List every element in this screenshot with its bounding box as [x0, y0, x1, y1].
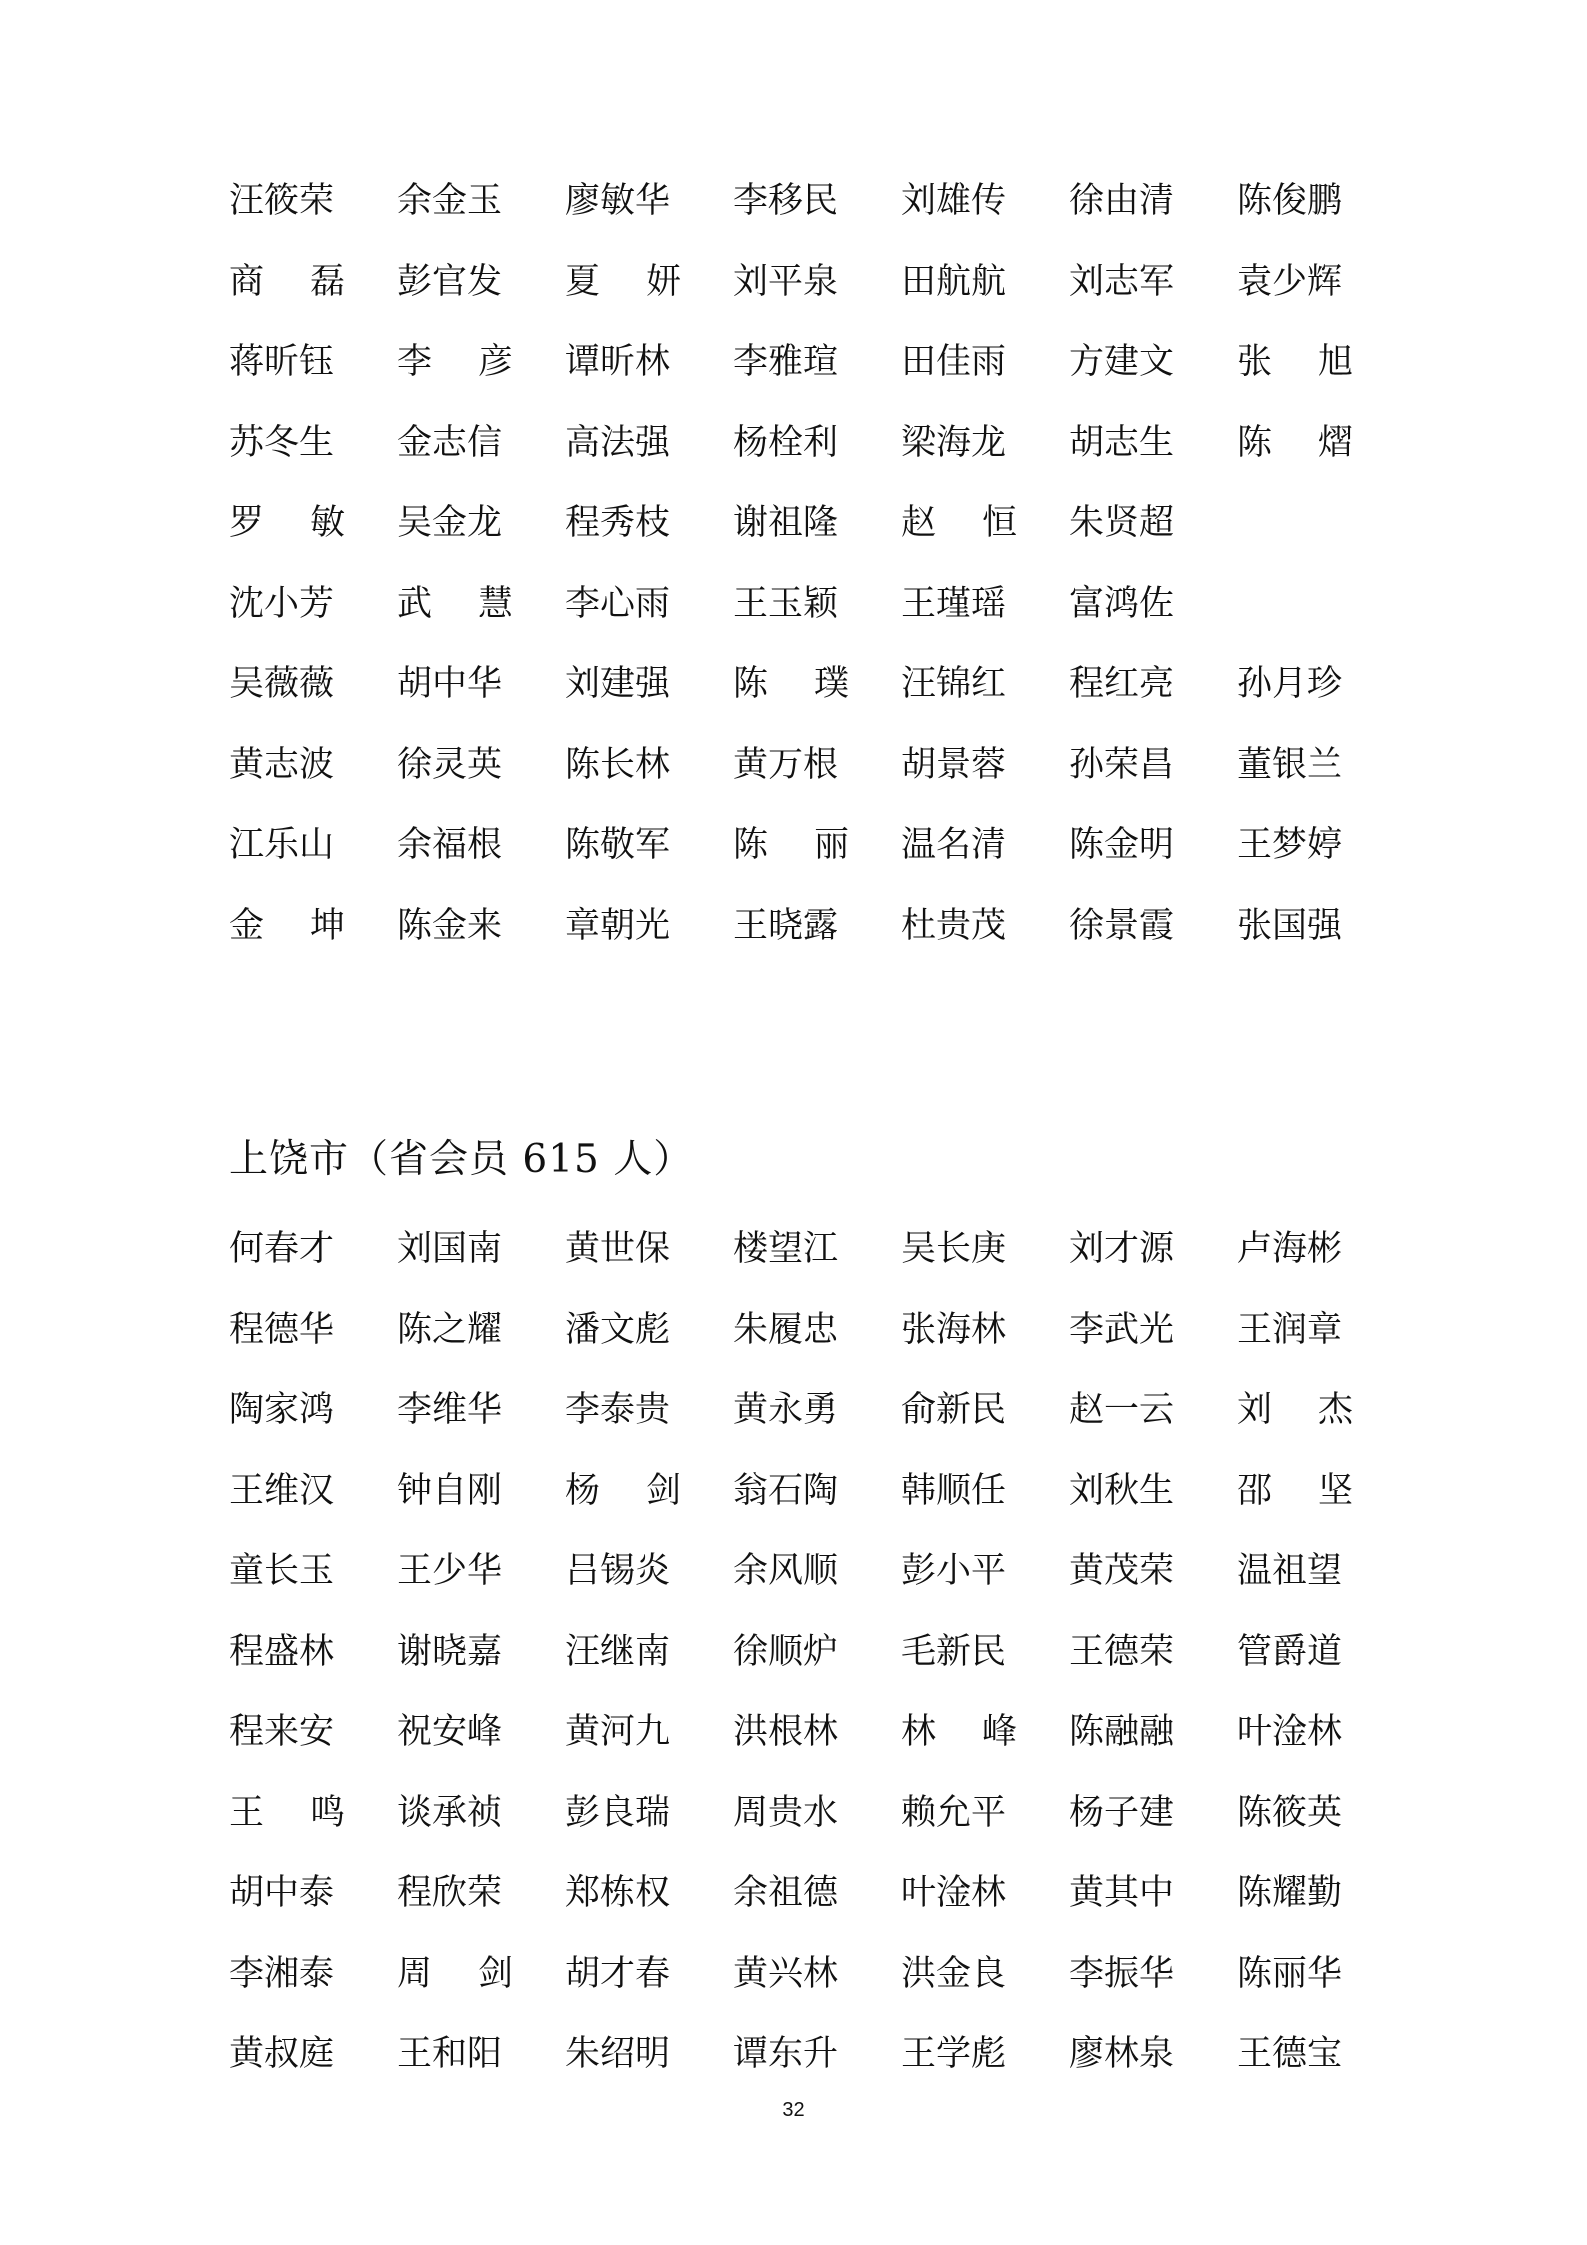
member-name: 黄茂荣	[1069, 1551, 1175, 1591]
member-name: 杨子建	[1069, 1792, 1175, 1833]
name-row	[229, 574, 1359, 655]
member-name: 陈 丽	[733, 825, 849, 865]
member-name: 张 旭	[1237, 342, 1353, 382]
member-name: 刘 杰	[1237, 1390, 1353, 1430]
member-name: 谈承祯	[397, 1792, 503, 1833]
member-name: 邵 坚	[1237, 1470, 1353, 1511]
member-name: 陈敬军	[565, 825, 671, 865]
member-name: 张国强	[1237, 905, 1343, 946]
member-name: 管爵道	[1237, 1631, 1343, 1672]
member-name: 富鸿佐	[1069, 583, 1175, 624]
member-name: 卢海彬	[1237, 1229, 1343, 1269]
member-name: 余金玉	[397, 181, 503, 221]
name-row	[229, 896, 1359, 977]
member-name: 程秀枝	[565, 503, 671, 543]
member-name: 叶淦林	[1237, 1712, 1343, 1752]
member-name: 徐景霞	[1069, 905, 1175, 946]
member-name: 刘志军	[1069, 261, 1175, 302]
member-name: 李 彦	[397, 342, 513, 382]
member-name: 洪根林	[733, 1712, 839, 1752]
member-name: 李心雨	[565, 583, 671, 624]
member-name: 王 鸣	[229, 1792, 345, 1833]
member-name: 毛新民	[901, 1631, 1007, 1672]
member-name: 吕锡炎	[565, 1551, 671, 1591]
member-name: 刘才源	[1069, 1229, 1175, 1269]
member-name: 刘平泉	[733, 261, 839, 302]
name-row	[229, 171, 1359, 252]
member-name: 沈小芳	[229, 583, 335, 624]
name-row	[229, 735, 1359, 816]
member-name: 王德荣	[1069, 1631, 1175, 1672]
member-name: 程来安	[229, 1712, 335, 1752]
page-number: 32	[782, 2099, 805, 2121]
member-name: 陈融融	[1069, 1712, 1175, 1752]
name-row	[229, 1300, 1359, 1381]
member-name: 蒋昕钰	[229, 342, 335, 382]
member-name: 潘文彪	[565, 1309, 671, 1350]
member-name: 江乐山	[229, 825, 335, 865]
member-name: 王润章	[1237, 1309, 1343, 1350]
member-name: 陈之耀	[397, 1309, 503, 1350]
member-name: 徐灵英	[397, 744, 503, 785]
member-name: 余祖德	[733, 1873, 839, 1913]
member-name: 周贵水	[733, 1792, 839, 1833]
name-row	[229, 815, 1359, 896]
member-name: 朱绍明	[565, 2034, 671, 2074]
member-name: 洪金良	[901, 1953, 1007, 1994]
member-name: 孙荣昌	[1069, 744, 1175, 785]
member-name: 梁海龙	[901, 422, 1007, 463]
member-name: 商 磊	[229, 261, 345, 302]
member-name: 朱履忠	[733, 1309, 839, 1350]
member-name: 王维汉	[229, 1470, 335, 1511]
member-name: 陈俊鹏	[1237, 181, 1343, 221]
member-name: 胡中华	[397, 664, 503, 704]
member-name: 韩顺任	[901, 1470, 1007, 1511]
member-name: 温名清	[901, 825, 1007, 865]
member-name: 陶家鸿	[229, 1390, 335, 1430]
member-name: 祝安峰	[397, 1712, 503, 1752]
member-name: 汪筱荣	[229, 181, 335, 221]
name-row	[229, 1702, 1359, 1783]
name-row	[229, 2024, 1359, 2105]
member-name: 赵一云	[1069, 1390, 1175, 1430]
name-row	[229, 1380, 1359, 1461]
member-name: 黄叔庭	[229, 2034, 335, 2074]
member-name: 余风顺	[733, 1551, 839, 1591]
member-name: 黄万根	[733, 744, 839, 785]
member-name: 李振华	[1069, 1953, 1175, 1994]
member-name: 黄志波	[229, 744, 335, 785]
member-name: 高法强	[565, 422, 671, 463]
name-row	[229, 1622, 1359, 1703]
member-name: 胡志生	[1069, 422, 1175, 463]
member-name: 李维华	[397, 1390, 503, 1430]
member-name: 王梦婷	[1237, 825, 1343, 865]
member-name: 黄世保	[565, 1229, 671, 1269]
name-row	[229, 1541, 1359, 1622]
member-name: 陈长林	[565, 744, 671, 785]
member-name: 王德宝	[1237, 2034, 1343, 2074]
member-name: 吴薇薇	[229, 664, 335, 704]
member-name: 李泰贵	[565, 1390, 671, 1430]
name-row	[229, 252, 1359, 333]
member-name: 钟自刚	[397, 1470, 503, 1511]
member-name: 陈金明	[1069, 825, 1175, 865]
member-name: 陈 熠	[1237, 422, 1353, 463]
member-name: 廖林泉	[1069, 2034, 1175, 2074]
member-name: 胡中泰	[229, 1873, 335, 1913]
member-list-block-1	[229, 171, 1359, 976]
member-name: 廖敏华	[565, 181, 671, 221]
name-row	[229, 1783, 1359, 1864]
member-name: 杨栓利	[733, 422, 839, 463]
member-name: 罗 敏	[229, 503, 345, 543]
member-list-block-2	[229, 1219, 1359, 2105]
member-name: 俞新民	[901, 1390, 1007, 1430]
member-name: 刘秋生	[1069, 1470, 1175, 1511]
member-name: 金 坤	[229, 905, 345, 946]
member-name: 李移民	[733, 181, 839, 221]
member-name: 郑栋权	[565, 1873, 671, 1913]
member-name: 陈金来	[397, 905, 503, 946]
member-name: 温祖望	[1237, 1551, 1343, 1591]
member-name: 谭昕林	[565, 342, 671, 382]
member-name: 王瑾瑶	[901, 583, 1007, 624]
member-name: 叶淦林	[901, 1873, 1007, 1913]
member-name: 童长玉	[229, 1551, 335, 1591]
member-name: 黄兴林	[733, 1953, 839, 1994]
member-name: 杨 剑	[565, 1470, 681, 1511]
member-name: 楼望江	[733, 1229, 839, 1269]
name-row	[229, 413, 1359, 494]
member-name: 陈丽华	[1237, 1953, 1343, 1994]
name-row	[229, 1461, 1359, 1542]
member-name: 谢晓嘉	[397, 1631, 503, 1672]
member-name: 张海林	[901, 1309, 1007, 1350]
member-name: 田航航	[901, 261, 1007, 302]
member-name: 谢祖隆	[733, 503, 839, 543]
name-row	[229, 1863, 1359, 1944]
member-name: 孙月珍	[1237, 664, 1343, 704]
name-row	[229, 1219, 1359, 1300]
member-name: 黄其中	[1069, 1873, 1175, 1913]
name-row	[229, 332, 1359, 413]
member-name: 黄河九	[565, 1712, 671, 1752]
member-name: 赵 恒	[901, 503, 1017, 543]
member-name: 徐由清	[1069, 181, 1175, 221]
member-name: 彭小平	[901, 1551, 1007, 1591]
member-name: 方建文	[1069, 342, 1175, 382]
member-name: 程欣荣	[397, 1873, 503, 1913]
member-name: 夏 妍	[565, 261, 681, 302]
section-heading-shangrao: 上饶市（省会员 615 人）	[229, 1137, 694, 1182]
member-name: 彭官发	[397, 261, 503, 302]
member-name: 赖允平	[901, 1792, 1007, 1833]
member-name: 彭良瑞	[565, 1792, 671, 1833]
name-row	[229, 493, 1359, 574]
member-name: 陈 璞	[733, 664, 849, 704]
member-name: 汪锦红	[901, 664, 1007, 704]
member-name: 程红亮	[1069, 664, 1175, 704]
member-name: 王晓露	[733, 905, 839, 946]
member-name: 陈耀勤	[1237, 1873, 1343, 1913]
member-name: 吴金龙	[397, 503, 503, 543]
member-name: 黄永勇	[733, 1390, 839, 1430]
member-name: 李雅瑄	[733, 342, 839, 382]
member-name: 刘国南	[397, 1229, 503, 1269]
member-name: 王和阳	[397, 2034, 503, 2074]
member-name: 王学彪	[901, 2034, 1007, 2074]
member-name: 李湘泰	[229, 1953, 335, 1994]
member-name: 武 慧	[397, 583, 513, 624]
name-row	[229, 654, 1359, 735]
member-name: 汪继南	[565, 1631, 671, 1672]
member-name: 金志信	[397, 422, 503, 463]
member-name: 何春才	[229, 1229, 335, 1269]
member-name: 翁石陶	[733, 1470, 839, 1511]
member-name: 田佳雨	[901, 342, 1007, 382]
member-name: 章朝光	[565, 905, 671, 946]
member-name: 余福根	[397, 825, 503, 865]
member-name: 袁少辉	[1237, 261, 1343, 302]
member-name: 李武光	[1069, 1309, 1175, 1350]
member-name: 徐顺炉	[733, 1631, 839, 1672]
member-name: 谭东升	[733, 2034, 839, 2074]
member-name: 杜贵茂	[901, 905, 1007, 946]
member-name: 吴长庚	[901, 1229, 1007, 1269]
member-name: 刘雄传	[901, 181, 1007, 221]
member-name: 周 剑	[397, 1953, 513, 1994]
member-name: 刘建强	[565, 664, 671, 704]
member-name: 程盛林	[229, 1631, 335, 1672]
member-name: 胡景蓉	[901, 744, 1007, 785]
member-name: 朱贤超	[1069, 503, 1175, 543]
member-name: 苏冬生	[229, 422, 335, 463]
name-row	[229, 1944, 1359, 2025]
member-name: 王少华	[397, 1551, 503, 1591]
member-name: 程德华	[229, 1309, 335, 1350]
member-name: 董银兰	[1237, 744, 1343, 785]
member-name: 陈筱英	[1237, 1792, 1343, 1833]
member-name: 林 峰	[901, 1712, 1017, 1752]
member-name: 王玉颖	[733, 583, 839, 624]
member-name: 胡才春	[565, 1953, 671, 1994]
